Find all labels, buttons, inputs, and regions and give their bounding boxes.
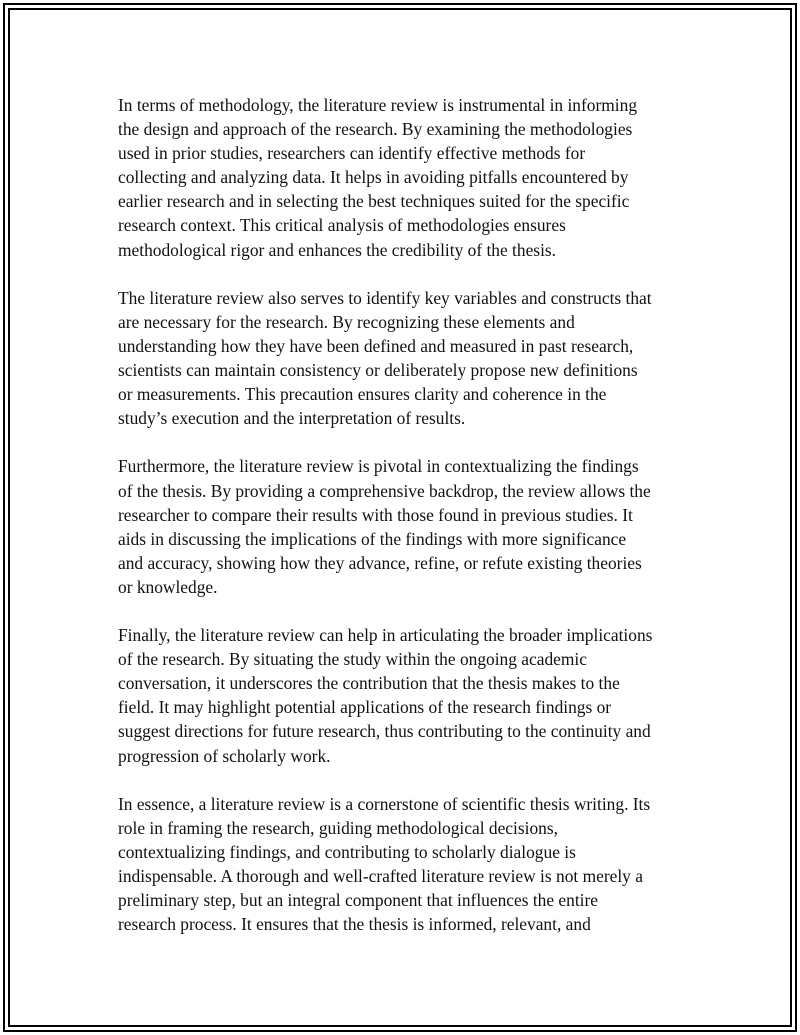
paragraph-methodology: In terms of methodology, the literature review is instrumental in informing the design and approach of the research. By examining the methodologies used in prior studies, researchers can identify effective methods for collecting and analyzing data. It helps in avoiding pitfalls encountered by earlier research and in selecting the best techniques suited for the specific research context. This critical analysis of methodologies ensures methodological rigor and enhances the credibility of the thesis.: [118, 95, 638, 260]
paragraph-implications: Finally, the literature review can help in articulating the broader implications of the research. By situating the study within the ongoing academic conversation, it underscores the contribution that the thesis makes to the field. It may highlight potential applications of the research findings or suggest directions for future research, thus contributing to the continuity and progression of scholarly work.: [118, 625, 653, 766]
paragraph-contextualizing: Furthermore, the literature review is pivotal in contextualizing the findings of the thesis. By providing a comprehensive backdrop, the review allows the researcher to compare their results with those found in previous studies. It aids in discussing the implications of the findings with more significance and accuracy, showing how they advance, refine, or refute existing theories or knowledge.: [118, 456, 651, 597]
paragraph-variables: The literature review also serves to identify key variables and constructs that are necessary for the research. By recognizing these elements and understanding how they have been defined and measured in past research, scientists can maintain consistency or deliberately propose new definitions or measurements. This precaution ensures clarity and coherence in the study’s execution and the interpretation of results.: [118, 287, 652, 429]
paragraph-conclusion: In essence, a literature review is a cornerstone of scientific thesis writing. Its role in framing the research, guiding methodological decisions, contextualizing findings, and contributing to scholarly dialogue is indispensable. A thorough and well-crafted literature review is not merely a preliminary step, but an integral component that influences the entire research process. It ensures that the thesis is informed, relevant, and: [118, 793, 651, 935]
document-body: [118, 93, 688, 960]
